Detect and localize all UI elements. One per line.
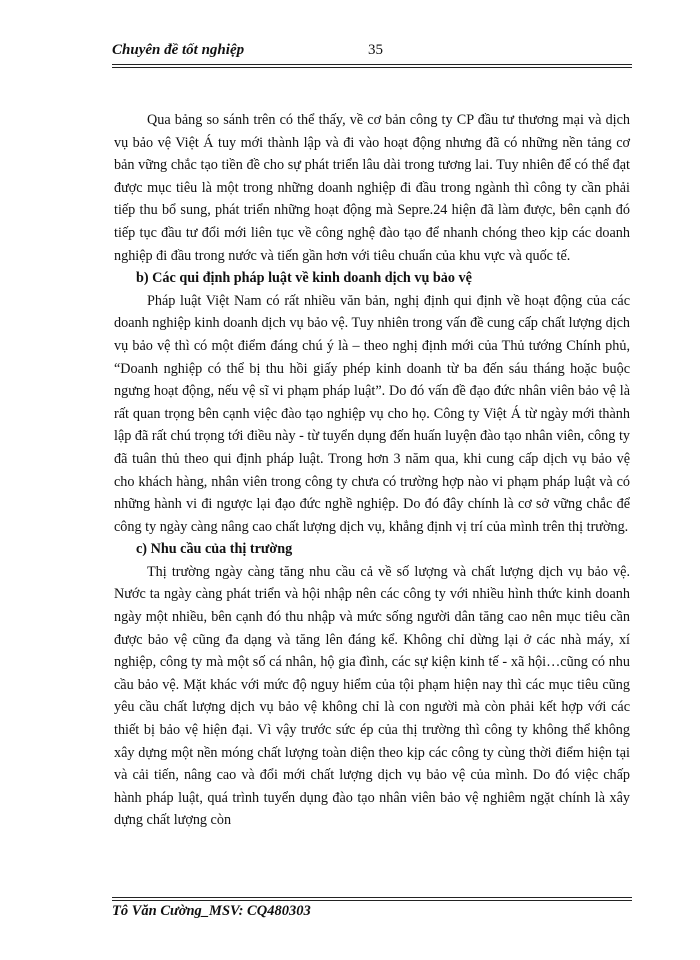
header-title: Chuyên đề tốt nghiệp xyxy=(112,42,245,58)
paragraph-comparison: Qua bảng so sánh trên có thể thấy, về cơ bản công ty CP đầu tư thương mại và dịch vụ bảo vệ Việt Á tuy mới thành lập và đi vào hoạt động nhưng đã có những nền tảng cơ bản vững chắc tạo tiền đề cho sự phát triển lâu dài trong tương lai. Tuy nhiên để có thể đạt được mục tiêu là một trong những doanh nghiệp đi đầu trong ngành thì công ty cần phải tiếp thu bổ sung, phát triển những hoạt động mà Sepre.24 hiện đã làm được, bên cạnh đó tiếp tục đầu tư đổi mới liên tục về công nghệ đào tạo để nhanh chóng theo kịp các doanh nghiệp đi đầu trong nước và tiến gần hơn với tiêu chuẩn của khu vực và quốc tế. xyxy=(114,112,630,264)
footer-rule-double xyxy=(112,900,632,901)
header-rule xyxy=(112,64,632,65)
section-heading-c: c) Nhu cầu của thị trường xyxy=(136,541,293,558)
section-heading-b: b) Các qui định pháp luật về kinh doanh dịch vụ bảo vệ xyxy=(136,270,472,287)
document-body xyxy=(114,109,630,832)
footer-rule xyxy=(112,897,632,898)
page-number: 35 xyxy=(368,42,383,58)
paragraph-market-demand: Thị trường ngày càng tăng nhu cầu cả về số lượng và chất lượng dịch vụ bảo vệ. Nước ta ngày càng phát triển và hội nhập nên các công ty với nhiều hình thức kinh doanh ngày một nhiều, bên cạnh đó thu nhập và mức sống người dân tăng cao nên mục tiêu cần được bảo vệ cũng đa dạng và tăng lên đáng kể. Không chỉ dừng lại ở các nhà máy, xí nghiệp, công ty mà một số cá nhân, hộ gia đình, các sự kiện kinh tế - xã hội…cũng có nhu cầu bảo vệ. Mặt khác với mức độ nguy hiểm của tội phạm hiện nay thì các mục tiêu cũng yêu cầu chất lượng dịch vụ bảo vệ không chỉ là con người mà còn phải kết hợp với các thiết bị bảo vệ hiện đại. Vì vậy trước sức ép của thị trường thì công ty không thể không xây dựng một nền móng chất lượng toàn diện theo kịp các công ty cùng thời điểm hiện tại và cải tiến, nâng cao và đổi mới chất lượng dịch vụ bảo vệ của mình. Do đó việc chấp hành pháp luật, quá trình tuyển dụng đào tạo nhân viên bảo vệ nghiêm ngặt chính là xây dựng chất lượng còn xyxy=(114,563,630,829)
paragraph-legal-regulations: Pháp luật Việt Nam có rất nhiều văn bản, nghị định qui định về hoạt động của các doanh nghiệp kinh doanh dịch vụ bảo vệ. Tuy nhiên trong vấn đề cung cấp chất lượng dịch vụ bảo vệ thì có một điểm đáng chú ý là – theo nghị định mới của Thủ tướng Chính phủ, “Doanh nghiệp có thể bị thu hồi giấy phép kinh doanh từ ba đến sáu tháng hoặc buộc ngưng hoạt động, nếu vệ sĩ vi phạm pháp luật”. Do đó vấn đề đạo đức nhân viên bảo vệ là rất quan trọng bên cạnh việc đào tạo nghiệp vụ cho họ. Công ty Việt Á từ ngày mới thành lập đã rất chú trọng tới điều này - từ tuyển dụng đến huấn luyện đào tạo nhân viên, công ty đã tuân thủ theo qui định pháp luật. Trong hơn 3 năm qua, khi cung cấp dịch vụ bảo vệ cho khách hàng, nhân viên trong công ty chưa có trường hợp nào vi phạm pháp luật và có những hành vi đi ngược lại đạo đức nghề nghiệp. Do đó đây chính là cơ sở vững chắc để công ty ngày càng nâng cao chất lượng dịch vụ, khẳng định vị trí của mình trên thị trường. xyxy=(114,292,630,535)
page-header xyxy=(112,42,632,64)
footer-author: Tô Văn Cường_MSV: CQ480303 xyxy=(112,903,311,919)
header-rule-double xyxy=(112,67,632,68)
